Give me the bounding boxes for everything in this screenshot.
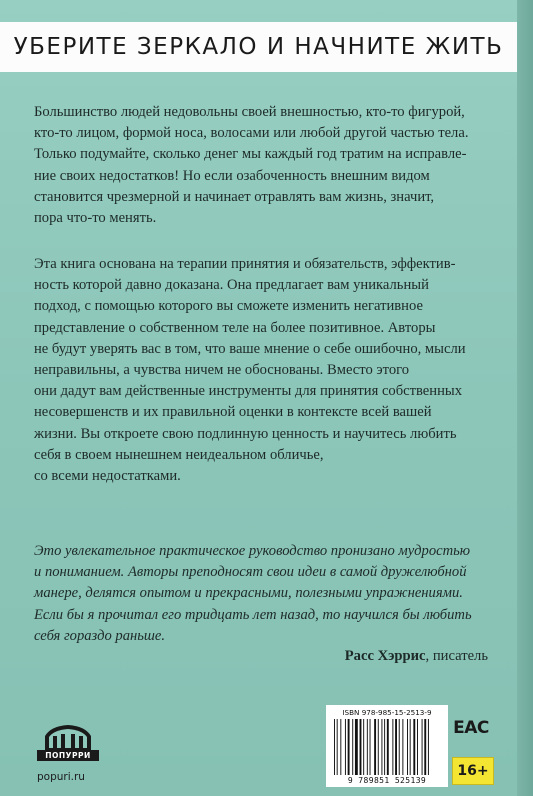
- quote-line: манере, делятся опытом и прекрасными, полезными упражнениями.: [34, 585, 463, 602]
- quote-line: и пониманием. Авторы преподносят свои идеи в самой дружелюбной: [34, 564, 467, 581]
- paragraph-description: [34, 254, 486, 487]
- paragraph-intro: [34, 102, 486, 229]
- isbn-text: ISBN 978-985-15-2513-9: [342, 708, 432, 717]
- text-line: подход, с помощью которого вы сможете изменить негативное: [34, 298, 423, 315]
- endorsement-quote: [34, 541, 486, 647]
- text-line: себя в своем нынешнем неидеальном обличье,: [34, 446, 324, 463]
- text-line: становится чрезмерной и начинает отравлять вам жизнь, значит,: [34, 188, 435, 205]
- barcode-icon: [332, 719, 442, 775]
- text-line: несовершенств и их правильной оценки в контексте всей вашей: [34, 404, 432, 421]
- text-line: ние своих недостатков! Но если озабоченность внешним видом: [34, 167, 430, 184]
- eac-certification-mark: EAC: [453, 718, 489, 738]
- text-line: неправильны, а чувства ничем не обоснованы. Вместо этого: [34, 362, 410, 379]
- text-line: ность которой давно доказана. Она предлагает вам уникальный: [34, 277, 429, 294]
- text-line: со всеми недостатками.: [34, 468, 181, 485]
- isbn-barcode: [326, 705, 448, 787]
- quote-line: Если бы я прочитал его тридцать лет назад, то научился бы любить: [34, 606, 472, 623]
- text-line: Большинство людей недовольны своей внешностью, кто-то фигурой,: [34, 104, 465, 120]
- publisher-logo-text: ПОПУРРИ: [37, 750, 99, 761]
- text-line: не будут уверять вас в том, что ваше мнение о себе ошибочно, мысли: [34, 340, 466, 357]
- spine-edge: [517, 0, 533, 796]
- quote-author-name: Расс Хэррис: [344, 648, 426, 664]
- text-line: кто-то лицом, формой носа, волосами или любой другой частью тела.: [34, 125, 469, 142]
- publisher-logo: [37, 722, 99, 766]
- text-line: Эта книга основана на терапии принятия и обязательств, эффектив-: [34, 256, 456, 272]
- text-line: они дадут вам действенные инструменты для принятия собственных: [34, 383, 463, 400]
- age-rating-badge: 16+: [452, 757, 494, 785]
- quote-line: Это увлекательное практическое руководство пронизано мудростью: [34, 543, 471, 559]
- quote-line: себя гораздо раньше.: [34, 627, 166, 644]
- quote-author: [345, 648, 488, 665]
- text-line: жизни. Вы откроете свою подлинную ценность и научитесь любить: [34, 425, 457, 442]
- title-band: [0, 22, 517, 72]
- quote-author-role: , писатель: [425, 648, 488, 664]
- text-line: представление о собственном теле на более позитивное. Авторы: [34, 319, 436, 336]
- book-title: УБЕРИТЕ ЗЕРКАЛО И НАЧНИТЕ ЖИТЬ: [13, 34, 504, 60]
- text-line: Только подумайте, сколько денег мы каждый год тратим на исправле-: [34, 146, 467, 163]
- text-line: пора что-то менять.: [34, 210, 157, 227]
- publisher-building-icon: [37, 722, 99, 752]
- barcode-digits: 9 789851 525139: [347, 776, 427, 785]
- publisher-site: popuri.ru: [37, 771, 85, 783]
